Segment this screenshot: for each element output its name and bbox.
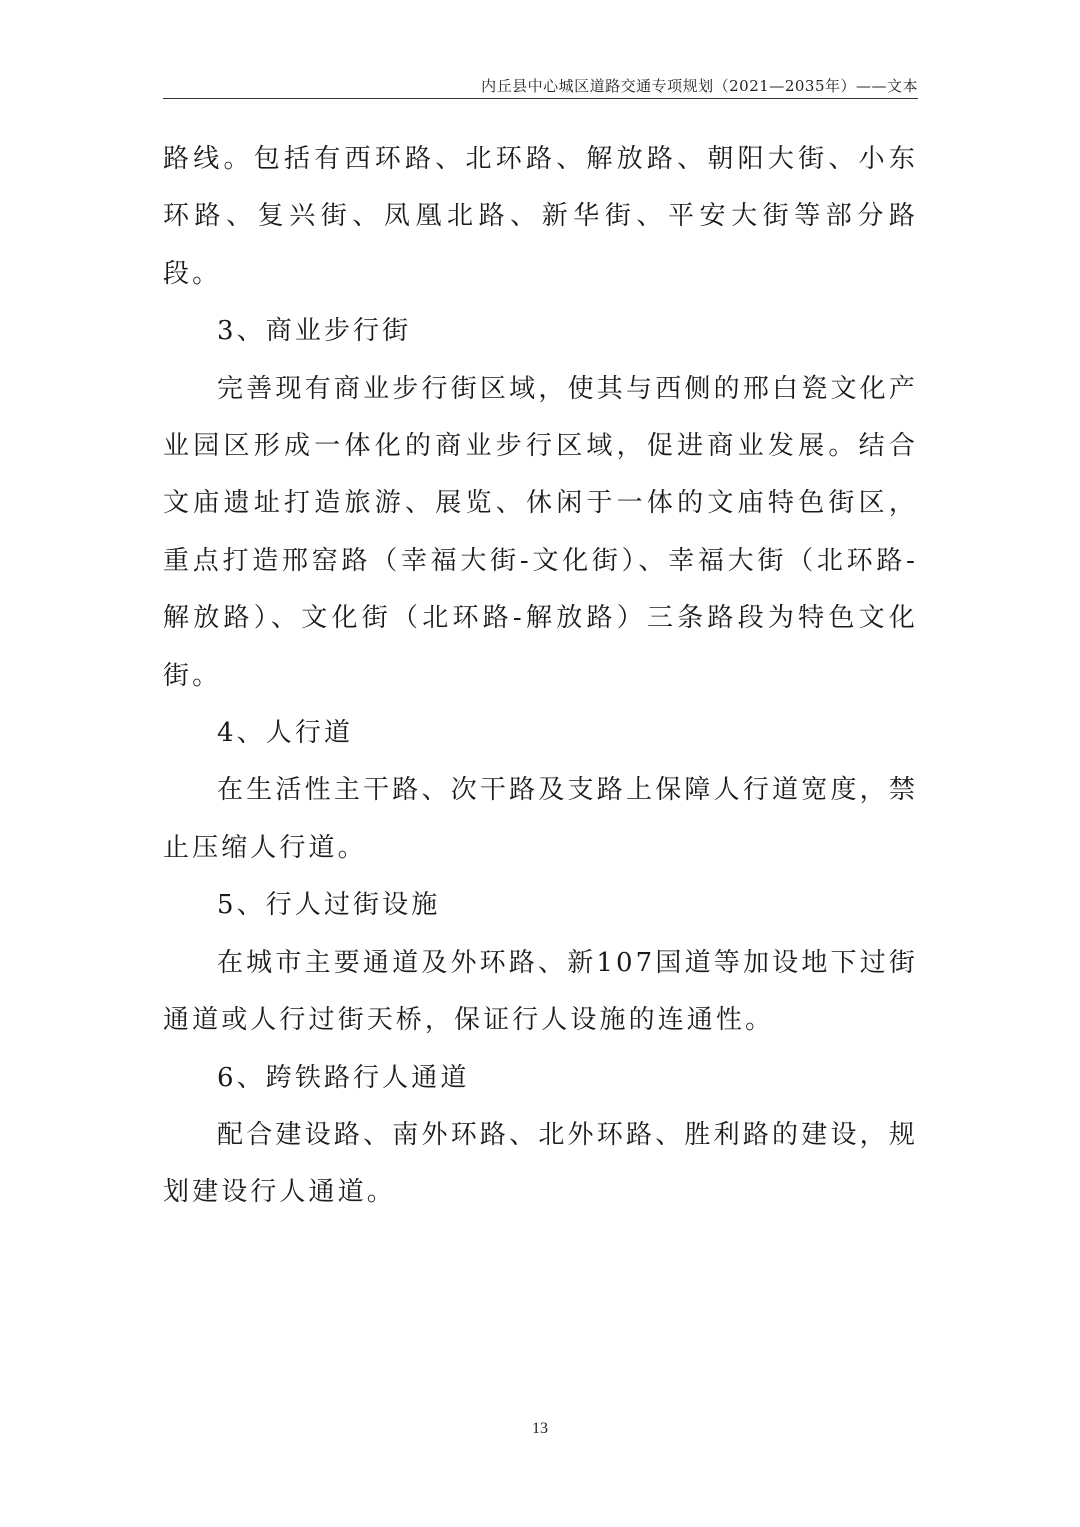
heading-sidewalk: 4、人行道	[217, 718, 354, 749]
page-number: 13	[532, 1420, 548, 1437]
paragraph-route-list: 路线。包括有西环路、北环路、解放路、朝阳大街、小东环路、复兴街、凤凰北路、新华街、平安大街等部分路段。	[163, 144, 918, 289]
heading-pedestrian-crossing-facilities: 5、行人过街设施	[217, 890, 441, 921]
heading-railway-pedestrian-passage: 6、跨铁路行人通道	[217, 1062, 470, 1093]
heading-commercial-pedestrian-street: 3、商业步行街	[217, 316, 412, 347]
paragraph-railway-pedestrian-passage: 配合建设路、南外环路、北外环路、胜利路的建设，规划建设行人通道。	[163, 1119, 918, 1208]
header-title: 内丘县中心城区道路交通专项规划（2021—2035年）——文本	[481, 77, 918, 95]
paragraph-sidewalk: 在生活性主干路、次干路及支路上保障人行道宽度，禁止压缩人行道。	[163, 775, 918, 863]
page-header	[163, 74, 918, 99]
paragraph-commercial-pedestrian-street: 完善现有商业步行街区域，使其与西侧的邢白瓷文化产业园区形成一体化的商业步行区域，促进商业发展。结合文庙遗址打造旅游、展览、休闲于一体的文庙特色街区，重点打造邢窑路（幸福大街-文化街）、幸福大街（北环路-解放路）、文化街（北环路-解放路）三条路段为特色文化街。	[163, 373, 918, 691]
document-body	[163, 131, 918, 1222]
paragraph-pedestrian-crossing-facilities: 在城市主要通道及外环路、新107国道等加设地下过街通道或人行过街天桥，保证行人设施的连通性。	[163, 947, 918, 1036]
